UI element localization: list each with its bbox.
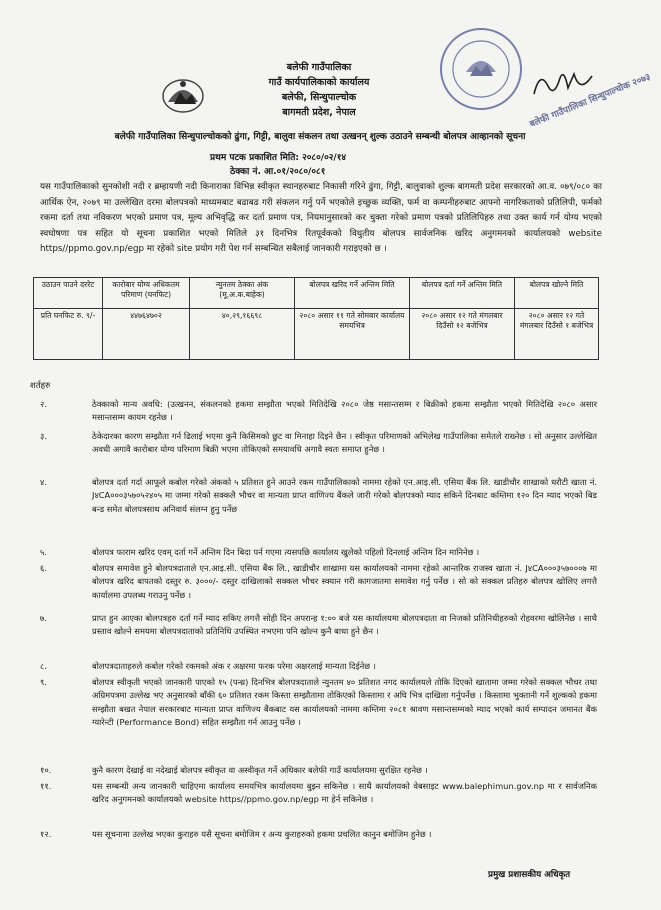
office-location: बलेफी, सिन्धुपाल्चोक: [281, 92, 357, 103]
office-name: गाउँ कार्यपालिकाको कार्यालय: [268, 77, 370, 88]
signatory-title: प्रमुख प्रशासकीय अधिकृत: [488, 870, 571, 880]
condition-text: यस सूचनामा उल्लेख भएका कुराहरु यसै सूचना बमोजिम र अन्य कुराहरुको हकमा प्रचलित कानुन बमोजिम हुनेछ ।: [92, 829, 432, 839]
condition-number: ५.: [40, 547, 47, 557]
table-header-cell: बोलपत्र दर्ता गर्ने अन्तिम मिति: [410, 278, 515, 309]
condition-text: बोलपत्र फाराम खरिद एवम् दर्ता गर्ने अन्तिम दिन बिदा पर्न गएमा त्यसपछि कार्यालय खुलेको पहिलो दिनलाई अन्तिम दिन मानिनेछ ।: [92, 547, 480, 557]
table-cell: २०८० असार ११ गते सोमबार कार्यालय समयभित्र: [295, 309, 410, 360]
condition-text: बोलपत्र स्वीकृती भएको जानकारी पाएको १५ (पन्ध्र) दिनभित्र बोलपत्रदाताले न्युनतम ४० प्रतिशत नगद कार्यालयले तोकि दिएको खातामा जम्मा गरेको सक्कल भौचर तथा अग्रिमपत्रमा उल्लेख भए अनुसारको बाँकी ६० प्रतिशत रकम किस्ता सम्झौतामा तोकिएको किस्तामा र अघि भित्र दाखिला गर्नुपर्नेछ । किस्तामा भुक्तानी गर्ने शुल्कको हकमा सम्झौता बखत नेपाल सरकारबाट मान्यता प्राप्त वाणिज्य बैंकबाट यस कार्यालयको नाममा कम्तिमा २०८१ श्रावण मसान्तसम्मको म्याद भएको कार्य सम्पादन जमानत बैंक ग्यारेन्टी (Performance Bond) सहित सम्झौता गर्न आउनु पर्नेछ ।: [92, 677, 597, 728]
condition-text: यस सम्बन्धी अन्य जानकारी चाहिएमा कार्यालय समयभित्र कार्यालयमा बुझ्न सकिनेछ । साथै कार्यालयको वेबसाइट www.balephimun.gov.np मा र सार्वजनिक खरिद अनुगमनको कार्यालयको website https//ppmo.gov.np/egp मा हेर्न सकिनेछ ।: [92, 781, 597, 805]
condition-number: ८.: [40, 661, 47, 671]
condition-number: २.: [40, 399, 47, 409]
condition-text: ठेकेदारका कारण सम्झौता गर्न ढिलाई भएमा कुनै किसिमको छुट वा मिनाहा दिइने छैन । स्वीकृत परिमाणको अभिलेख गाउँपालिका समेतले राख्नेछ । सो अनुसार उल्लेखित अवधी अगावै कारोबार योग्य परिमाण बिक्री भएमा तोकिएको समयावधि अगावै स्वतः समाप्त हुनेछ ।: [92, 431, 597, 455]
condition-text: बोलपत्र दर्ता गर्दा आफूले कबोल गरेको अंकको ५ प्रतिशत हुने आउने रकम गाउँपालिकाको नाममा रहेको एन.आइ.सी. एसिया बैंक लि. खाडीचौर शाखाको धरौटी खाता नं. J४CA०००३५७०५२४०५ मा जम्मा गरेको सक्कलै भौचर वा मान्यता प्राप्त वाणिज्य बैंकले जारी गरेको बोलपत्रको म्याद सकिने दिनबाट कम्तिमा १२० दिन म्याद भएको बिड बन्ड समेत बोलपत्रसाथ अनिवार्य संलग्न हुनु पर्नेछ: [92, 477, 597, 514]
table-header-cell: कारोबार योग्य अधिकतम परिमाण (घनफिट): [103, 278, 190, 309]
condition-text: ठेक्काको मान्य अवधि: (उत्खनन, संकलनको हकमा सम्झौता भएको मितिदेखि २०८० जेष्ठ मसान्तसम्म र बिक्रीको हकमा सम्झौता भएको मितिदेखि २०८० असार मसान्तसम्म कायम रहनेछ ।: [92, 399, 597, 423]
condition-text: प्राप्त हुन आएका बोलपत्रहरु दर्ता गर्ने म्याद सकिए लगत्तै सोही दिन अपरान्ह १:०० बजे यस कार्यालयमा बोलपत्रदाता वा निजको प्रतिनिधीहरुको रोहवरमा खोलिनेछ । साथै प्रस्ताव खोल्ने समयमा बोलपत्रदाताको प्रतिनिधि उपस्थित नभएमा पनि खोल्न कुनै बाधा हुने छैन ।: [92, 613, 597, 637]
condition-number: ४.: [40, 477, 47, 487]
contract-number: ठेक्का नं. आ.०१/२०८०/०८१: [230, 167, 326, 177]
table-cell: प्रति घनफिट रु. ९/-: [34, 309, 103, 360]
condition-number: ११.: [40, 781, 52, 791]
condition-text: बोलपत्र समावेश हुने बोलपत्रदाताले एन.आइ.सी. एसिया बैंक लि., खाडीचौर शाखामा यस कार्यालयको नाममा रहेको आन्तरिक राजस्व खाता नं. J४CA०००३५७०००७ मा बोलपत्र खरिद बापतको दस्तुर रु. ३०००/- दस्तुर दाखिलाको सक्कल भौचर स्क्यान गरी कागजातमा समावेश गर्नु पर्नेछ । सो को सक्कल प्रतिहरु बोलपत्र खोलिए लगत्तै कार्यालमा उपलब्ध गराउनु पर्नेछ ।: [92, 563, 597, 600]
stamp-text: बलेफी गाउँपालिका सिन्धुपाल्चोक २०७३: [528, 72, 653, 130]
condition-number: ९.: [40, 677, 47, 687]
condition-number: ६.: [40, 563, 47, 573]
intro-paragraph: यस गाउँपालिकाको सुनकोशी नदी र ब्रम्हायणी नदी किनाराका विभिन्न स्वीकृत स्थानहरुबाट निकासी गरिने ढुंगा, गिट्टी, बालुवाको शुल्क बागमती प्रदेश सरकारको आ.व. ०७९/०८० का आर्थिक ऐन, २०७९ मा उल्लेखित दरमा बोलपत्रको माध्यमबाट बढाबढ गरी संकलन गर्नु पर्ने भएकोले इच्छुक व्यक्ति, फर्म वा कम्पनीहरुबाट आफ्नो नागरिकताको प्रतिलिपी, फर्मको रकमा दर्ता तथा नविकरण भएको प्रमाण पत्र, मूल्य अभिवृद्धि कर दर्ता प्रमाण पत्र, नियमानुसारको कर चुक्ता गरेको प्रमाण पत्रको प्रतिलिपिहरु तथा उक्त कार्य गर्न योग्य भएको स्वघोषणा पत्र सहित यो सूचना प्रकाशित भएको मितिले ३१ दिनभित्र रितपूर्वकको विधुतीय बोलपत्र सार्वजनिक खरिद अनुगमनको कार्यालयको website https//ppmo.gov.np/egp मा रहेको site प्रयोग गरी पेश गर्न सम्बन्धित सबैलाई जानकारी गराइएको छ ।: [40, 182, 602, 255]
table-cell: ४०,२९,१६६९८: [190, 309, 295, 360]
municipality-name: बलेफी गाउँपालिका: [286, 62, 352, 73]
condition-number: १०.: [40, 765, 52, 775]
condition-text: कुनै कारण देखाई वा नदेखाई बोलपत्र स्वीकृत वा अस्वीकृत गर्ने अधिकार बलेफी गाउँ कार्यालयमा सुरक्षित रहनेछ ।: [92, 765, 428, 775]
bid-details-table: [33, 277, 599, 360]
table-cell: २०८० असार १२ गते मंगलबार दिउँसो १ बजेभित्र: [515, 309, 599, 360]
first-published-date: प्रथम पटक प्रकाशित मिति: २०८०/०२/१४: [210, 153, 347, 163]
province-name: बागमती प्रदेश, नेपाल: [282, 107, 356, 118]
condition-number: ७.: [40, 613, 47, 623]
notice-subject: बलेफी गाउँपालिका सिन्धुपाल्चोकको ढुंगा, गिट्टी, बालुवा संकलन तथा उत्खनन् शुल्क उठाउने सम्बन्धी बोलपत्र आव्हानको सूचना: [114, 132, 526, 142]
table-cell: २०८० असार १२ गते मंगलबार दिउँसो १२ बजेभित्र: [410, 309, 515, 360]
table-header-cell: बोलपत्र खोल्ने मिति: [515, 278, 599, 309]
table-header-cell: न्युनतम ठेक्का अंक (मू.अ.क.बाहेक): [190, 278, 295, 309]
table-header-cell: उठाउन पाउने दररेट: [34, 278, 103, 309]
conditions-title: शर्तहरु: [30, 381, 51, 391]
condition-text: बोलपत्रदाताहरुले कबोल गरेको रकमको अंक र अक्षरमा फरक परेमा अक्षरलाई मान्यता दिईनेछ ।: [92, 661, 376, 671]
table-row: [34, 309, 599, 360]
condition-number: ३.: [40, 431, 47, 441]
table-header-cell: बोलपत्र खरिद गर्ने अन्तिम मिति: [295, 278, 410, 309]
table-header-row: [34, 278, 599, 309]
table-cell: ४४७६४७०२: [103, 309, 190, 360]
condition-number: १२.: [40, 829, 52, 839]
